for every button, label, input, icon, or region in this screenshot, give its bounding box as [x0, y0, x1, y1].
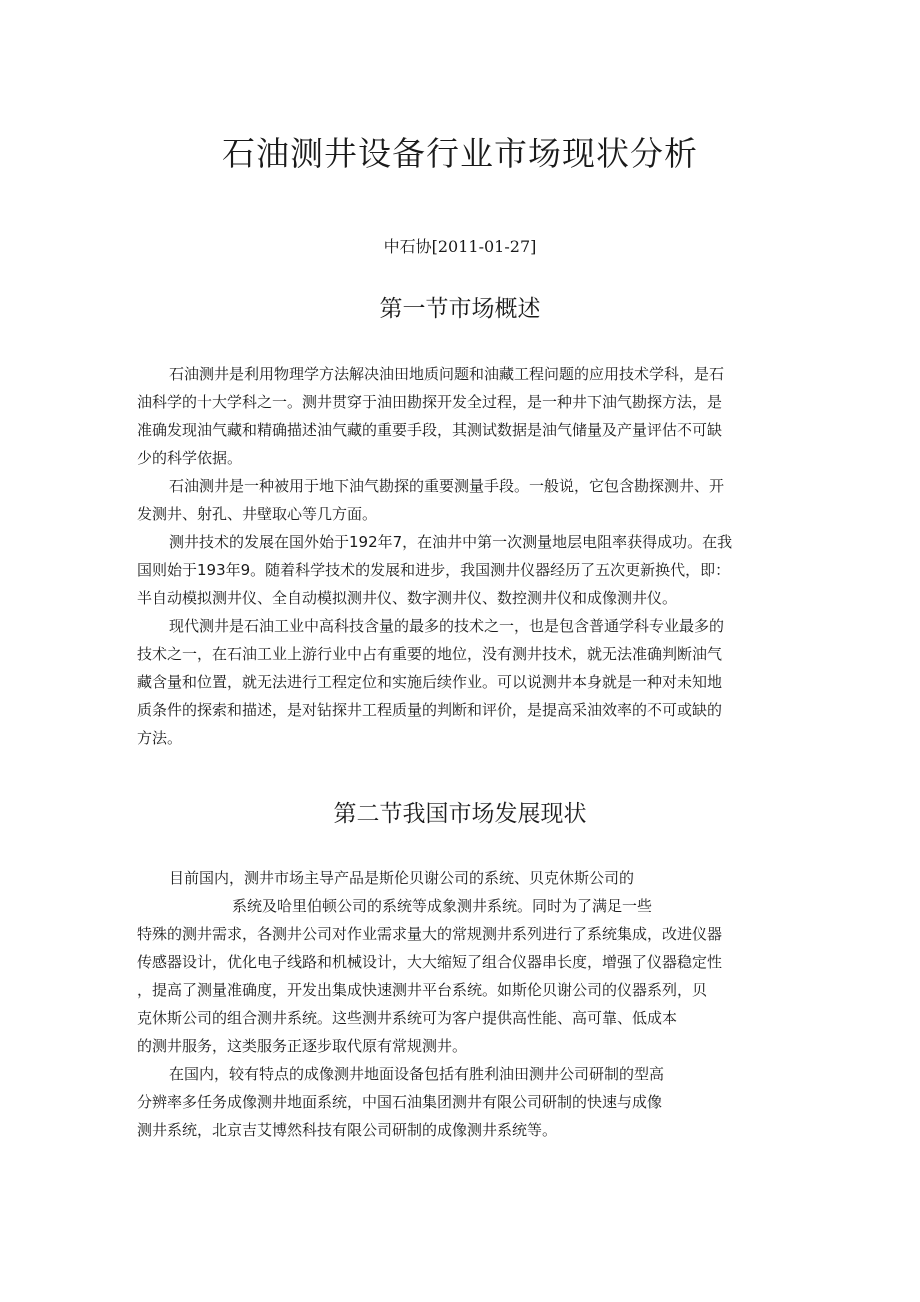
section-body-domestic-market [137, 864, 797, 1144]
text-line: 在国内，较有特点的成像测井地面设备包括有胜利油田测井公司研制的型高 [169, 1065, 665, 1083]
text-line: 系统及哈里伯顿公司的系统等成象测井系统。同时为了满足一些 [232, 897, 653, 915]
text-line: 质条件的探索和描述，是对钻探井工程质量的判断和评价，是提高采油效率的不可或缺的 [137, 701, 723, 719]
text-line: ，提高了测量准确度，开发出集成快速测井平台系统。如斯伦贝谢公司的仪器系列，贝 [137, 981, 708, 999]
text-line: 方法。 [137, 729, 183, 747]
text-line: 国则始于193年9。随着科学技术的发展和进步，我国测井仪器经历了五次更新换代，即： [137, 561, 731, 579]
text-line: 少的科学依据。 [137, 449, 243, 467]
document-title: 石油测井设备行业市场现状分析 [222, 134, 698, 173]
text-line: 石油测井是一种被用于地下油气勘探的重要测量手段。一般说，它包含勘探测井、开 [169, 477, 725, 495]
text-line: 现代测井是石油工业中高科技含量的最多的技术之一，也是包含普通学科专业最多的 [169, 617, 725, 635]
text-line: 准确发现油气藏和精确描述油气藏的重要手段，其测试数据是油气储量及产量评估不可缺 [137, 421, 723, 439]
section-heading-domestic-market: 第二节我国市场发展现状 [333, 801, 587, 827]
document-byline: 中石协[2011-01-27] [383, 237, 537, 256]
text-line: 克休斯公司的组合测井系统。这些测井系统可为客户提供高性能、高可靠、低成本 [137, 1009, 678, 1027]
text-line: 藏含量和位置，就无法进行工程定位和实施后续作业。可以说测井本身就是一种对未知地 [137, 673, 723, 691]
text-line: 传感器设计，优化电子线路和机械设计，大大缩短了组合仪器串长度，增强了仪器稳定性 [137, 953, 723, 971]
text-line: 测井系统，北京吉艾博然科技有限公司研制的成像测井系统等。 [137, 1121, 558, 1139]
text-line: 发测井、射孔、井壁取心等几方面。 [137, 505, 378, 523]
text-line: 目前国内，测井市场主导产品是斯伦贝谢公司的系统、贝克休斯公司的 [169, 869, 635, 887]
text-line: 分辨率多任务成像测井地面系统，中国石油集团测井有限公司研制的快速与成像 [137, 1093, 663, 1111]
text-line: 的测井服务，这类服务正逐步取代原有常规测井。 [137, 1037, 468, 1055]
section-body-market-overview [137, 360, 797, 752]
text-line: 测井技术的发展在国外始于192年7，在油井中第一次测量地层电阻率获得成功。在我 [169, 533, 733, 551]
text-line: 特殊的测井需求，各测井公司对作业需求量大的常规测井系列进行了系统集成，改进仪器 [137, 925, 723, 943]
text-line: 油科学的十大学科之一。测井贯穿于油田勘探开发全过程，是一种井下油气勘探方法，是 [137, 393, 723, 411]
text-line: 半自动模拟测井仪、全自动模拟测井仪、数字测井仪、数控测井仪和成像测井仪。 [137, 589, 678, 607]
text-line: 石油测井是利用物理学方法解决油田地质问题和油藏工程问题的应用技术学科，是石 [169, 365, 725, 383]
section-heading-market-overview: 第一节市场概述 [379, 296, 541, 322]
text-line: 技术之一，在石油工业上游行业中占有重要的地位，没有测井技术，就无法准确判断油气 [137, 645, 723, 663]
